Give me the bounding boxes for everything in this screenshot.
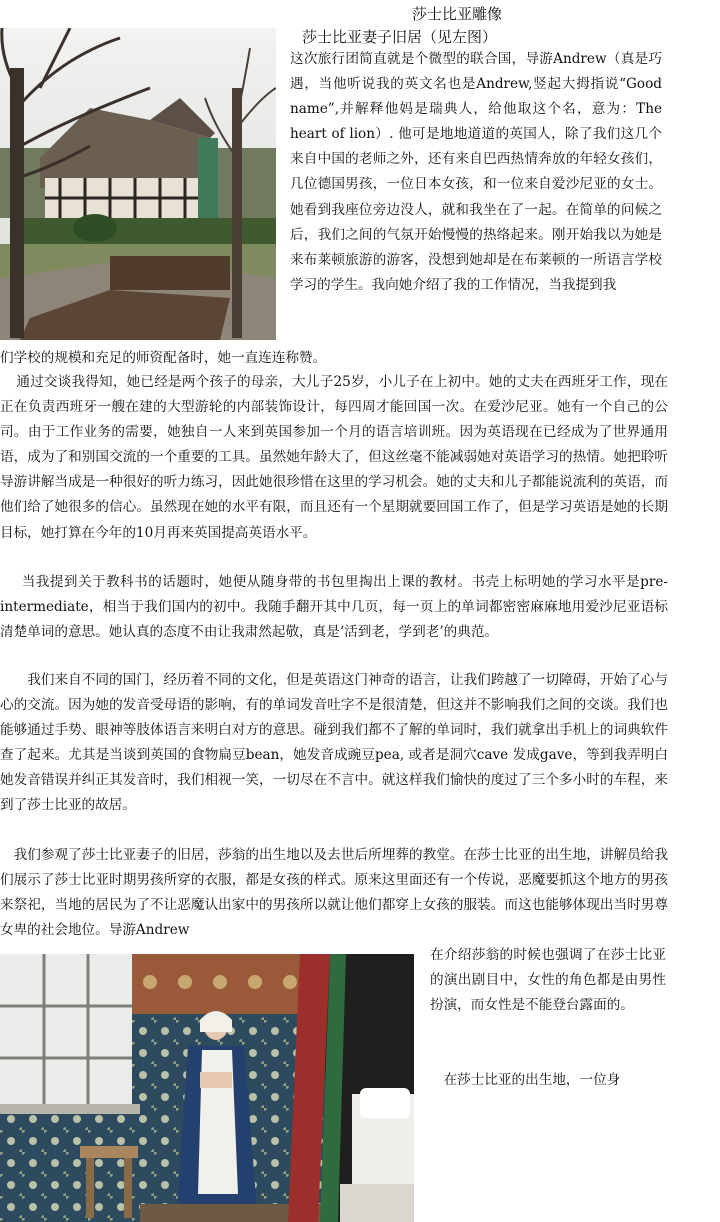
paragraph-3: 当我提到关于教科书的话题时，她便从随身带的书包里掏出上课的教材。书壳上标明她的学习水平是pre-intermediate，相当于我们国内的初中。我随手翻开其中几页，每一页上的单词都密密麻麻地用爱沙尼亚语标清楚单词的意思。她认真的态度不由让我肃然起敬，真是‘活到老，学到老’的典范。	[0, 574, 668, 641]
paragraph-1-continued: 们学校的规模和充足的师资配备时，她一直连连称赞。	[0, 350, 327, 366]
cottage-photo	[0, 28, 276, 340]
paragraph-2: 通过交谈我得知，她已经是两个孩子的母亲，大儿子25岁，小儿子在上初中。她的丈夫在西班牙工作，现在正在负责西班牙一艘在建的大型游轮的内部装饰设计，每四周才能回国一次。在爱沙尼亚。她有一个自己的公司。由于工作业务的需要，她独自一人来到英国参加一个月的语言培训班。因为英语现在已经成为了世界通用语，成为了和别国交流的一个重要的工具。虽然她年龄大了，但这丝毫不能减弱她对英语学习的热情。她把聆听导游讲解当成是一种很好的听力练习，因此她很珍惜在这里的学习机会。她的丈夫和儿子都能说流利的英语，而他们给了她很多的信心。虽然现在她的水平有限，而且还有一个星期就要回国工作了，但是学习英语是她的长期目标，她打算在今年的10月再来英国提高英语水平。	[0, 374, 668, 541]
page-subtitle: 莎士比亚妻子旧居（见左图）	[302, 28, 498, 46]
paragraph-5-continued: 在介绍莎翁的时候也强调了在莎士比亚的演出剧目中，女性的角色都是由男性扮演，而女性是不能登台露面的。	[430, 947, 666, 1014]
paragraph-1: 这次旅行团简直就是个微型的联合国，导游Andrew（真是巧遇，当他听说我的英文名也是Andrew,竖起大拇指说“Good name”,并解释他妈是瑞典人，给他取这个名，意为：The heart of lion）. 他可是地地道道的英国人，除了我们这几个来自中国的老师之外，还有来自巴西热情奔放的年轻女孩们，几位德国男孩，一位日本女孩，和一位来自爱沙尼亚的女士。她看到我座位旁边没人，就和我坐在了一起。在简单的问候之后，我们之间的气氛开始慢慢的热络起来。刚开始我以为她是来布莱顿旅游的游客，没想到她却是在布莱顿的一所语言学校学习的学生。我向她介绍了我的工作情况，当我提到我	[290, 51, 662, 293]
paragraph-6: 在莎士比亚的出生地，一位身	[443, 1072, 621, 1088]
paragraph-4: 我们来自不同的国门，经历着不同的文化，但是英语这门神奇的语言，让我们跨越了一切障碍，开始了心与心的交流。因为她的发音受母语的影响，有的单词发音吐字不是很清楚，但这并不影响我们之间的交谈。我们也能够通过手势、眼神等肢体语言来明白对方的意思。碰到我们都不了解的单词时，我们就拿出手机上的词典软件查了起来。尤其是当谈到英国的食物扁豆bean，她发音成豌豆pea, 或者是洞穴cave 发成gave，等到我弄明白她发音错误并纠正其发音时，我们相视一笑，一切尽在不言中。就这样我们愉快的度过了三个多小时的车程，来到了莎士比亚的故居。	[0, 672, 668, 814]
interior-guide-photo	[0, 954, 414, 1222]
paragraph-5: 我们参观了莎士比亚妻子的旧居，莎翁的出生地以及去世后所埋葬的教堂。在莎士比亚的出生地，讲解员给我们展示了莎士比亚时期男孩所穿的衣服，都是女孩的样式。原来这里面还有一个传说，恶魔要抓这个地方的男孩来祭祀，当地的居民为了不让恶魔认出家中的男孩所以就让他们都穿上女孩的服装。而这也能够体现出当时男尊女卑的社会地位。导游Andrew	[0, 847, 668, 939]
page-title: 莎士比亚雕像	[412, 5, 503, 23]
